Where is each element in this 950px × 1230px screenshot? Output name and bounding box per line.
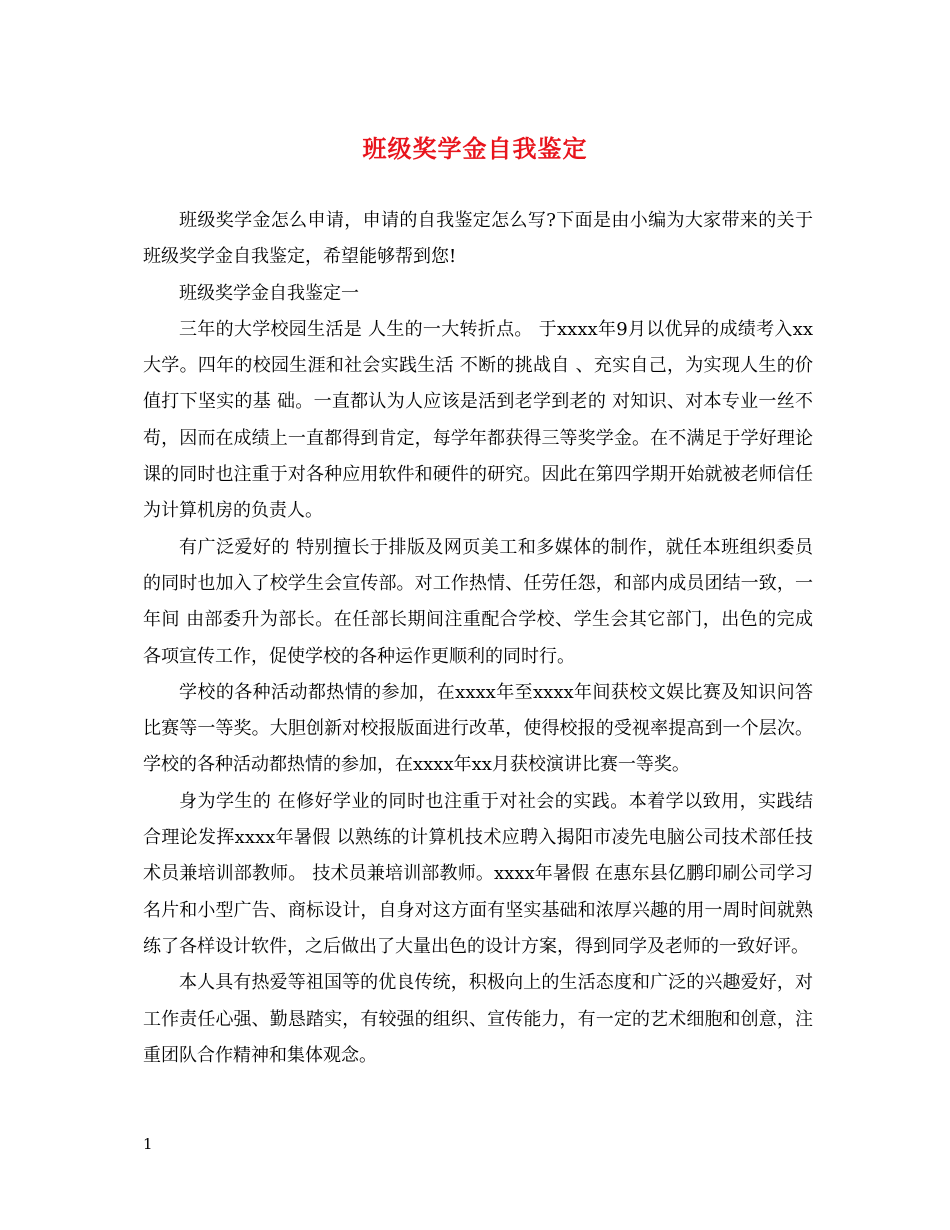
document-body <box>143 203 813 1074</box>
body-paragraph: 有广泛爱好的 特别擅长于排版及网页美工和多媒体的制作，就任本班组织委员的同时也加入了校学生会宣传部。对工作热情、任劳任怨，和部内成员团结一致，一年间 由部委升为部长。在任部长期间注重配合学校、学生会其它部门，出色的完成各项宣传工作，促使学校的各种运作更顺利的同时行。 <box>143 536 813 667</box>
page-number: 1 <box>143 1135 153 1153</box>
body-paragraph: 学校的各种活动都热情的参加，在xxxx年至xxxx年间获校文娱比赛及知识问答比赛等一等奖。大胆创新对校报版面进行改革，使得校报的受视率提高到一个层次。学校的各种活动都热情的参加，在xxxx年xx月获校演讲比赛一等奖。 <box>143 681 813 776</box>
body-paragraph: 本人具有热爱等祖国等的优良传统，积极向上的生活态度和广泛的兴趣爱好，对工作责任心强、勤恳踏实，有较强的组织、宣传能力，有一定的艺术细胞和创意，注重团队合作精神和集体观念。 <box>143 972 813 1066</box>
document-title: 班级奖学金自我鉴定 <box>362 134 588 163</box>
body-paragraph: 身为学生的 在修好学业的同时也注重于对社会的实践。本着学以致用，实践结合理论发挥xxxx年暑假 以熟练的计算机技术应聘入揭阳市凌先电脑公司技术部任技术员兼培训部教师。 技术员兼培训部教师。xxxx年暑假 在惠东县亿鹏印刷公司学习名片和小型广告、商标设计，自身对这方面有坚实基础和浓厚兴趣的用一周时间就熟练了各样设计软件，之后做出了大量出色的设计方案，得到同学及老师的一致好评。 <box>143 790 813 957</box>
section-heading: 班级奖学金自我鉴定一 <box>179 282 359 304</box>
body-paragraph: 三年的大学校园生活是 人生的一大转折点。 于xxxx年9月以优异的成绩考入xx大学。四年的校园生涯和社会实践生活 不断的挑战自 、充实自己，为实现人生的价值打下坚实的基 础。一直都认为人应该是活到老学到老的 对知识、对本专业一丝不苟，因而在成绩上一直都得到肯定，每学年都获得三等奖学金。在不满足于学好理论课的同时也注重于对各种应用软件和硬件的研究。因此在第四学期开始就被老师信任为计算机房的负责人。 <box>143 318 813 522</box>
intro-paragraph: 班级奖学金怎么申请，申请的自我鉴定怎么写?下面是由小编为大家带来的关于班级奖学金自我鉴定，希望能够帮到您! <box>143 210 813 268</box>
